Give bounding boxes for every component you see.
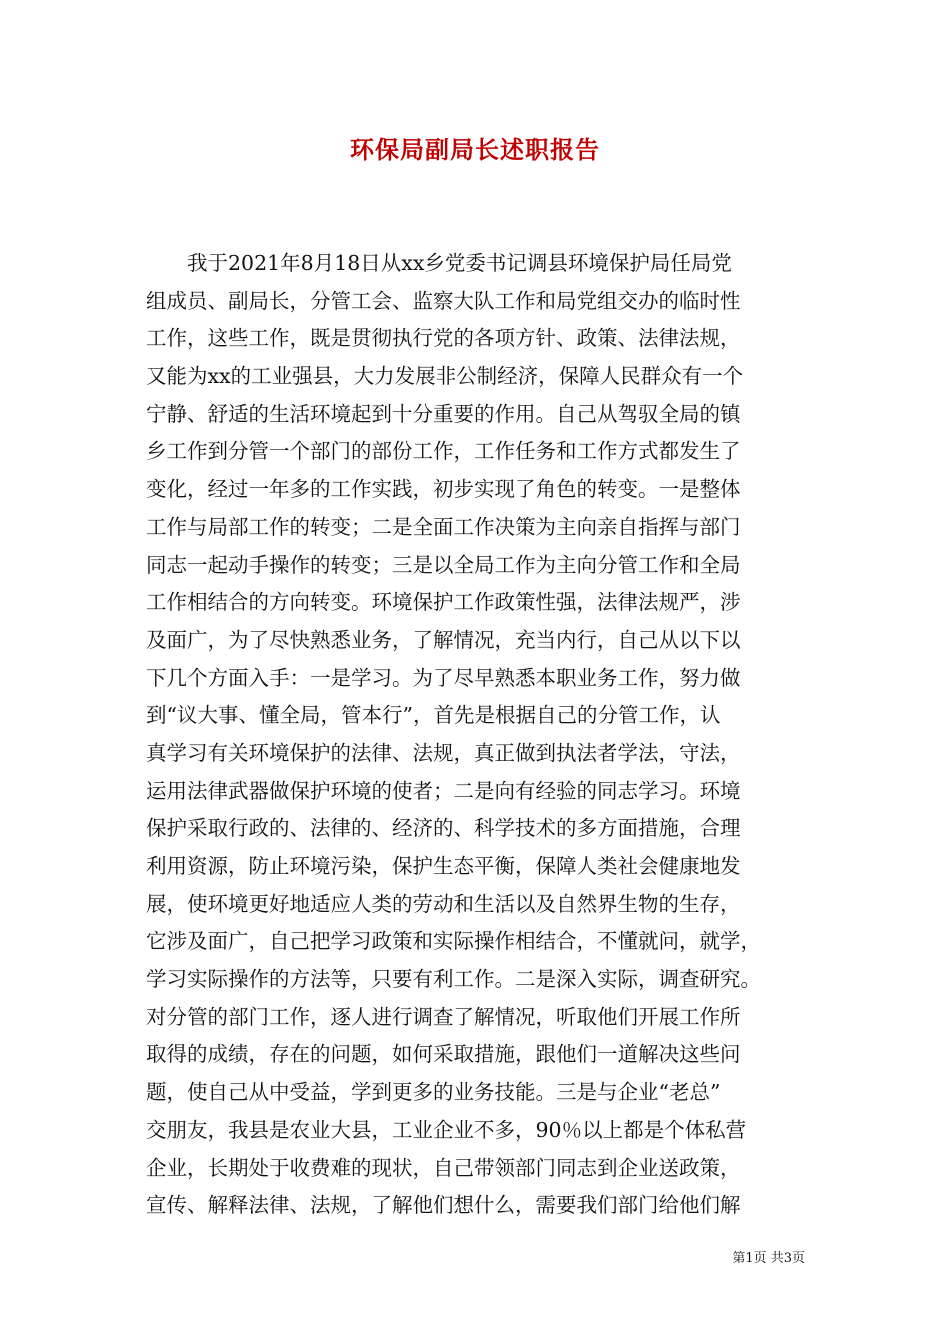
- paragraph-line: 利用资源，防止环境污染，保护生态平衡，保障人类社会健康地发: [146, 854, 741, 878]
- paragraph-line: 及面广，为了尽快熟悉业务，了解情况，充当内行，自己从以下以: [146, 627, 741, 652]
- paragraph-line: 真学习有关环境保护的法律、法规，真正做到执法者学法，守法，: [146, 740, 741, 765]
- paragraph-line: 工作相结合的方向转变。环境保护工作政策性强，法律法规严，涉: [146, 590, 741, 615]
- paragraph-line: 题，使自己从中受益，学到更多的业务技能。三是与企业“老总”: [146, 1080, 721, 1105]
- paragraph-line: 又能为xx的工业强县，大力发展非公制经济，保障人民群众有一个: [146, 364, 744, 389]
- document-title: 环保局副局长述职报告: [350, 135, 600, 164]
- paragraph-line: 宁静、舒适的生活环境起到十分重要的作用。自己从驾驭全局的镇: [146, 401, 741, 426]
- paragraph-line: 学习实际操作的方法等，只要有利工作。二是深入实际，调查研究。: [146, 967, 761, 992]
- paragraph-line: 保护采取行政的、法律的、经济的、科学技术的多方面措施，合理: [146, 816, 741, 841]
- paragraph-line: 对分管的部门工作，逐人进行调查了解情况，听取他们开展工作所: [146, 1004, 741, 1029]
- paragraph-line: 组成员、副局长，分管工会、监察大队工作和局党组交办的临时性: [146, 288, 741, 313]
- paragraph-line: 变化，经过一年多的工作实践，初步实现了角色的转变。一是整体: [146, 477, 741, 502]
- page-footer: 第1页 共3页: [732, 1251, 805, 1266]
- document-body: [146, 245, 806, 1225]
- paragraph-line: 我于2021年8月18日从xx乡党委书记调县环境保护局任局党: [187, 251, 732, 275]
- paragraph-line: 展，使环境更好地适应人类的劳动和生活以及自然界生物的生存，: [146, 891, 741, 916]
- paragraph-line: 同志一起动手操作的转变；三是以全局工作为主向分管工作和全局: [146, 552, 741, 577]
- paragraph-line: 工作，这些工作，既是贯彻执行党的各项方针、政策、法律法规，: [146, 326, 741, 351]
- paragraph-line: 取得的成绩，存在的问题，如何采取措施，跟他们一道解决这些问: [146, 1042, 741, 1067]
- paragraph-line: 宣传、解释法律、法规，了解他们想什么，需要我们部门给他们解: [146, 1193, 741, 1218]
- paragraph-line: 它涉及面广，自己把学习政策和实际操作相结合，不懂就问，就学，: [146, 929, 761, 954]
- paragraph-line: 交朋友，我县是农业大县，工业企业不多，90％以上都是个体私营: [146, 1117, 747, 1142]
- paragraph-line: 工作与局部工作的转变；二是全面工作决策为主向亲自指挥与部门: [146, 514, 741, 539]
- paragraph-line: 下几个方面入手：一是学习。为了尽早熟悉本职业务工作，努力做: [146, 665, 741, 690]
- paragraph-line: 乡工作到分管一个部门的部份工作，工作任务和工作方式都发生了: [146, 439, 741, 464]
- paragraph-line: 运用法律武器做保护环境的使者；二是向有经验的同志学习。环境: [146, 778, 741, 803]
- paragraph-line: 到“议大事、懂全局，管本行”，首先是根据自己的分管工作，认: [146, 703, 721, 728]
- paragraph-line: 企业，长期处于收费难的现状，自己带领部门同志到企业送政策，: [146, 1155, 741, 1180]
